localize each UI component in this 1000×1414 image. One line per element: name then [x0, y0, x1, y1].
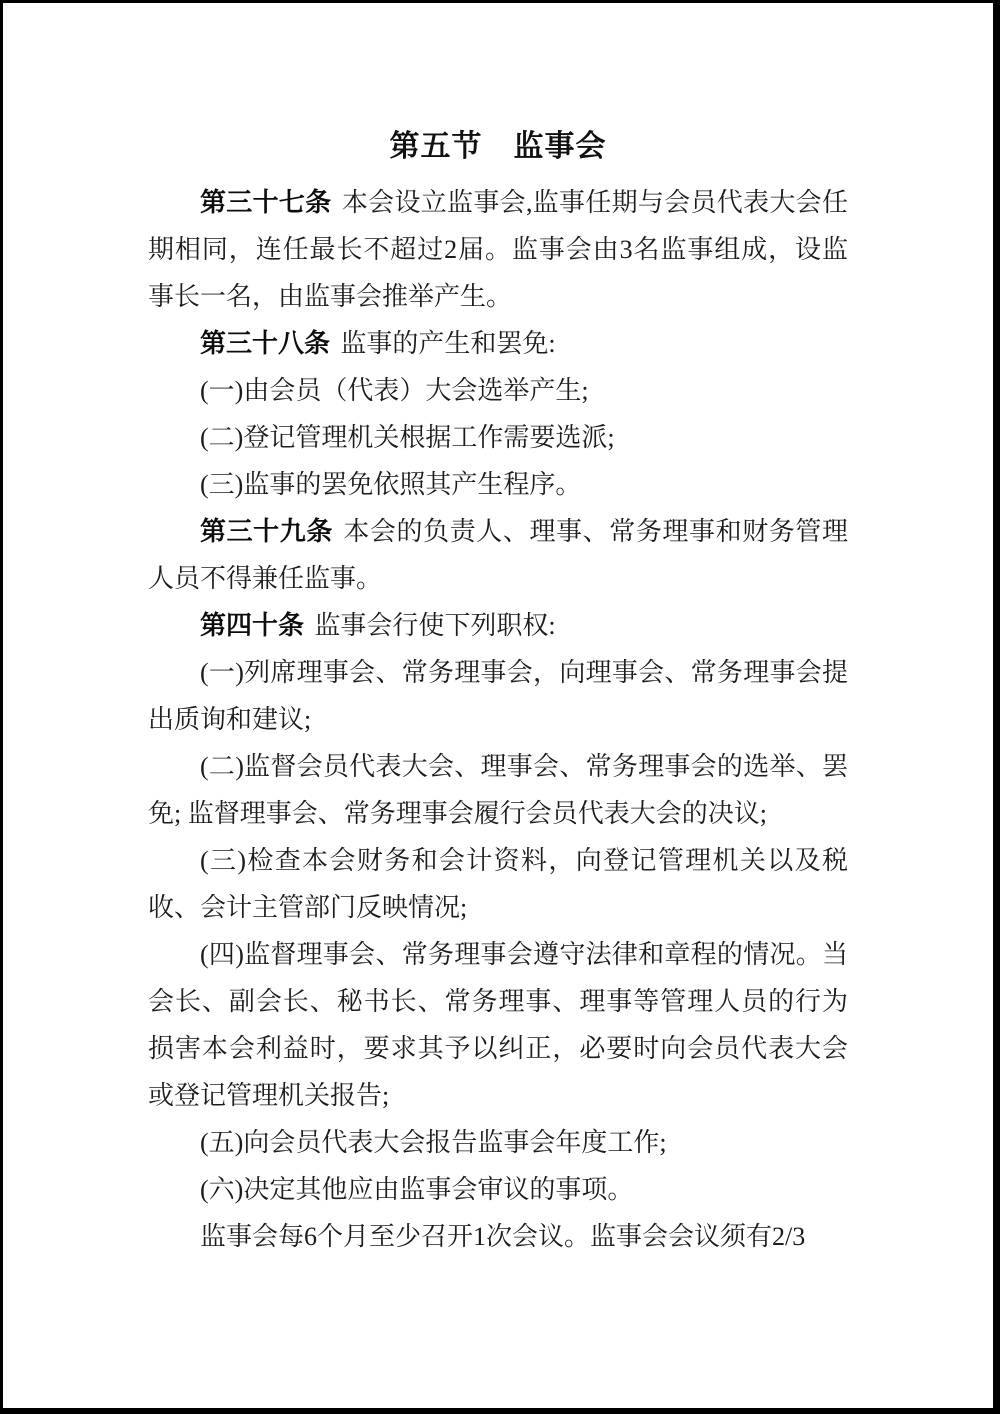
paragraph-text: (二)监督会员代表大会、理事会、常务理事会的选举、罢免; 监督理事会、常务理事会履行会员代表大会的决议;: [148, 752, 848, 828]
paragraph-text: (三)监事的罢免依照其产生程序。: [200, 470, 582, 499]
paragraph: [148, 508, 848, 602]
article-number: 第三十八条: [200, 328, 331, 358]
paragraph-text: (一)列席理事会、常务理事会，向理事会、常务理事会提出质询和建议;: [148, 658, 848, 734]
paragraph-text: 监事的产生和罢免:: [340, 329, 556, 358]
paragraph: [148, 461, 848, 508]
paragraph-text: 本会的负责人、理事、常务理事和财务管理人员不得兼任监事。: [148, 517, 848, 593]
paragraph: [148, 1213, 848, 1260]
paragraph-text: 本会设立监事会,监事任期与会员代表大会任期相同，连任最长不超过2届。监事会由3名监事组成，设监事长一名，由监事会推举产生。: [148, 188, 848, 311]
paragraph-text: (六)决定其他应由监事会审议的事项。: [200, 1175, 634, 1204]
paragraph: [148, 320, 848, 367]
paragraph-text: 监事会行使下列职权:: [314, 611, 556, 640]
paragraph-text: (三)检查本会财务和会计资料，向登记管理机关以及税收、会计主管部门反映情况;: [148, 846, 848, 922]
paragraph: [148, 1119, 848, 1166]
paragraph: [148, 602, 848, 649]
paragraph: [148, 743, 848, 837]
paragraph: [148, 837, 848, 931]
paragraph-text: (二)登记管理机关根据工作需要选派;: [200, 423, 615, 452]
paragraph-text: (一)由会员（代表）大会选举产生;: [200, 376, 589, 405]
paragraph: [148, 179, 848, 320]
article-number: 第四十条: [200, 610, 305, 640]
document-content: [148, 3, 848, 1260]
paragraph: [148, 1166, 848, 1213]
paragraph: [148, 367, 848, 414]
section-title: 第五节 监事会: [389, 130, 607, 163]
paragraph-list: [148, 179, 848, 1260]
paragraph-text: (四)监督理事会、常务理事会遵守法律和章程的情况。当会长、副会长、秘书长、常务理事、理事等管理人员的行为损害本会利益时，要求其予以纠正，必要时向会员代表大会或登记管理机关报告;: [148, 940, 848, 1110]
paragraph: [148, 649, 848, 743]
paragraph-text: 监事会每6个月至少召开1次会议。监事会会议须有2/3: [200, 1222, 806, 1251]
paragraph-text: (五)向会员代表大会报告监事会年度工作;: [200, 1128, 667, 1157]
article-number: 第三十七条: [200, 187, 332, 217]
paragraph: [148, 931, 848, 1119]
article-number: 第三十九条: [200, 516, 333, 546]
paragraph: [148, 414, 848, 461]
